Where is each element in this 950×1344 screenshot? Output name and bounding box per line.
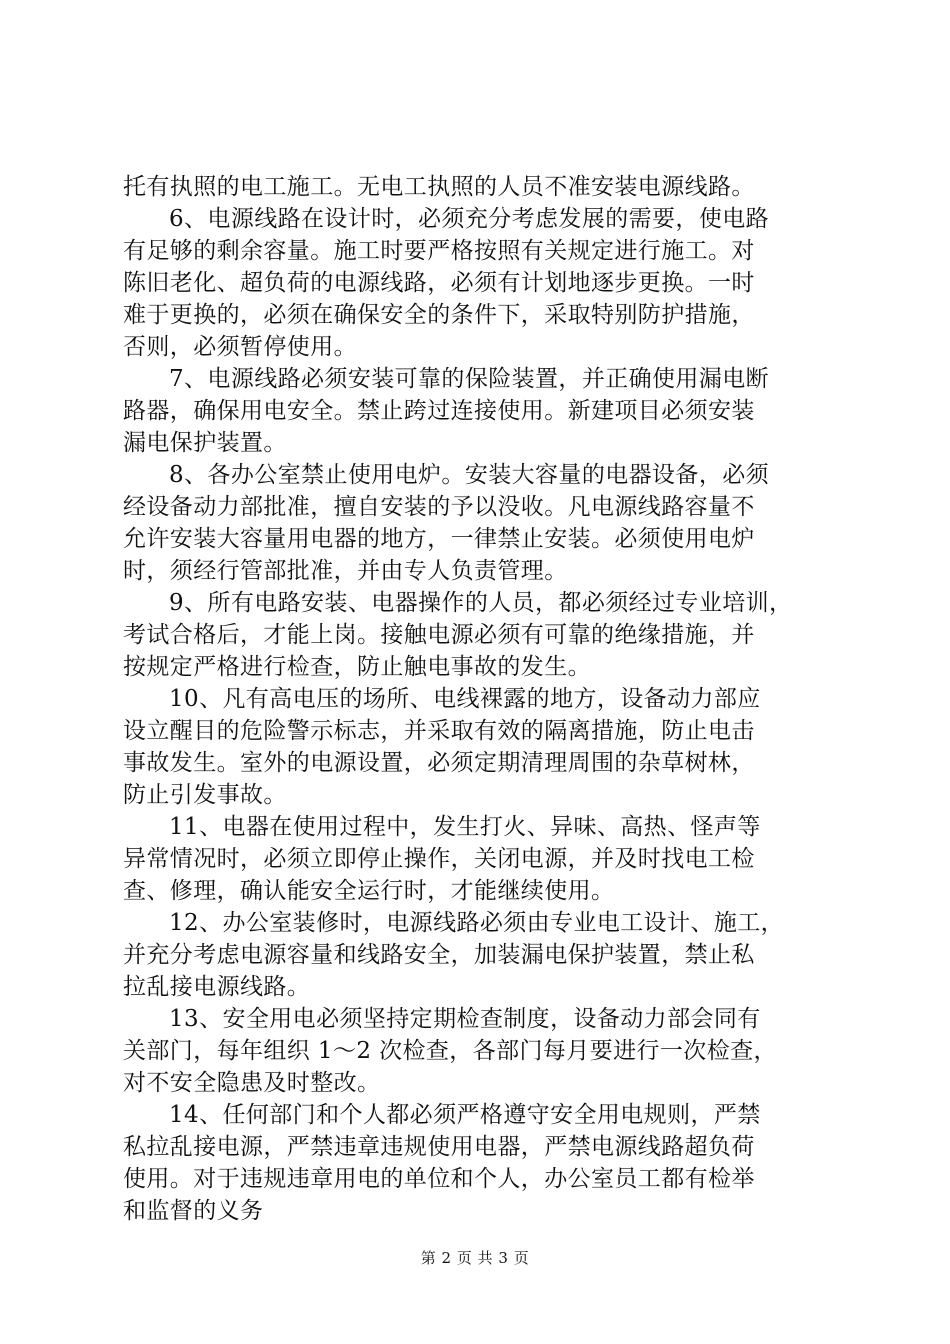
text-line: 难于更换的，必须在确保安全的条件下，采取特别防护措施， [123, 302, 755, 328]
text-line: 12、办公室装修时，电源线路必须由专业电工设计、施工， [169, 910, 785, 936]
text-line: 经设备动力部批准，擅自安装的予以没收。凡电源线路容量不 [123, 494, 755, 520]
text-line: 7、电源线路必须安装可靠的保险装置，并正确使用漏电断 [169, 366, 770, 392]
document-body [123, 171, 835, 1227]
text-line: 考试合格后，才能上岗。接触电源必须有可靠的绝缘措施，并 [123, 622, 755, 648]
text-line: 事故发生。室外的电源设置，必须定期清理周围的杂草树林， [123, 750, 755, 776]
text-line: 关部门，每年组织 1～2 次检查，各部门每月要进行一次检查， [123, 1038, 777, 1064]
text-line: 14、任何部门和个人都必须严格遵守安全用电规则，严禁 [169, 1102, 761, 1128]
text-line: 允许安装大容量用电器的地方，一律禁止安装。必须使用电炉 [123, 526, 755, 552]
text-line: 对不安全隐患及时整改。 [123, 1070, 381, 1096]
text-line: 设立醒目的危险警示标志，并采取有效的隔离措施，防止电击 [123, 718, 755, 744]
text-line: 和监督的义务 [123, 1198, 264, 1224]
text-line: 异常情况时，必须立即停止操作，关闭电源，并及时找电工检 [123, 846, 755, 872]
text-line: 路器，确保用电安全。禁止跨过连接使用。新建项目必须安装 [123, 398, 755, 424]
text-line: 8、各办公室禁止使用电炉。安装大容量的电器设备，必须 [169, 462, 770, 488]
text-line: 有足够的剩余容量。施工时要严格按照有关规定进行施工。对 [123, 238, 755, 264]
text-line: 13、安全用电必须坚持定期检查制度，设备动力部会同有 [169, 1006, 761, 1032]
text-line: 私拉乱接电源，严禁违章违规使用电器，严禁电源线路超负荷 [123, 1134, 755, 1160]
text-line: 防止引发事故。 [123, 782, 287, 808]
text-line: 9、所有电路安装、电器操作的人员，都必须经过专业培训， [169, 590, 793, 616]
text-line: 并充分考虑电源容量和线路安全，加装漏电保护装置，禁止私 [123, 942, 755, 968]
text-line: 使用。对于违规违章用电的单位和个人，办公室员工都有检举 [123, 1166, 755, 1192]
text-line: 按规定严格进行检查，防止触电事故的发生。 [123, 654, 591, 680]
text-line: 6、电源线路在设计时，必须充分考虑发展的需要，使电路 [169, 206, 770, 232]
text-line: 时，须经行管部批准，并由专人负责管理。 [123, 558, 568, 584]
text-line: 查、修理，确认能安全运行时，才能继续使用。 [123, 878, 615, 904]
text-line: 托有执照的电工施工。无电工执照的人员不准安装电源线路。 [123, 174, 755, 200]
text-line: 漏电保护装置。 [123, 430, 287, 456]
text-line: 陈旧老化、超负荷的电源线路，必须有计划地逐步更换。一时 [123, 270, 755, 296]
text-line: 否则，必须暂停使用。 [123, 334, 357, 360]
text-line: 11、电器在使用过程中，发生打火、异味、高热、怪声等 [169, 814, 761, 840]
text-line: 10、凡有高电压的场所、电线裸露的地方，设备动力部应 [169, 686, 761, 712]
page-footer: 第 2 页 共 3 页 [420, 1249, 530, 1267]
text-line: 拉乱接电源线路。 [123, 974, 311, 1000]
